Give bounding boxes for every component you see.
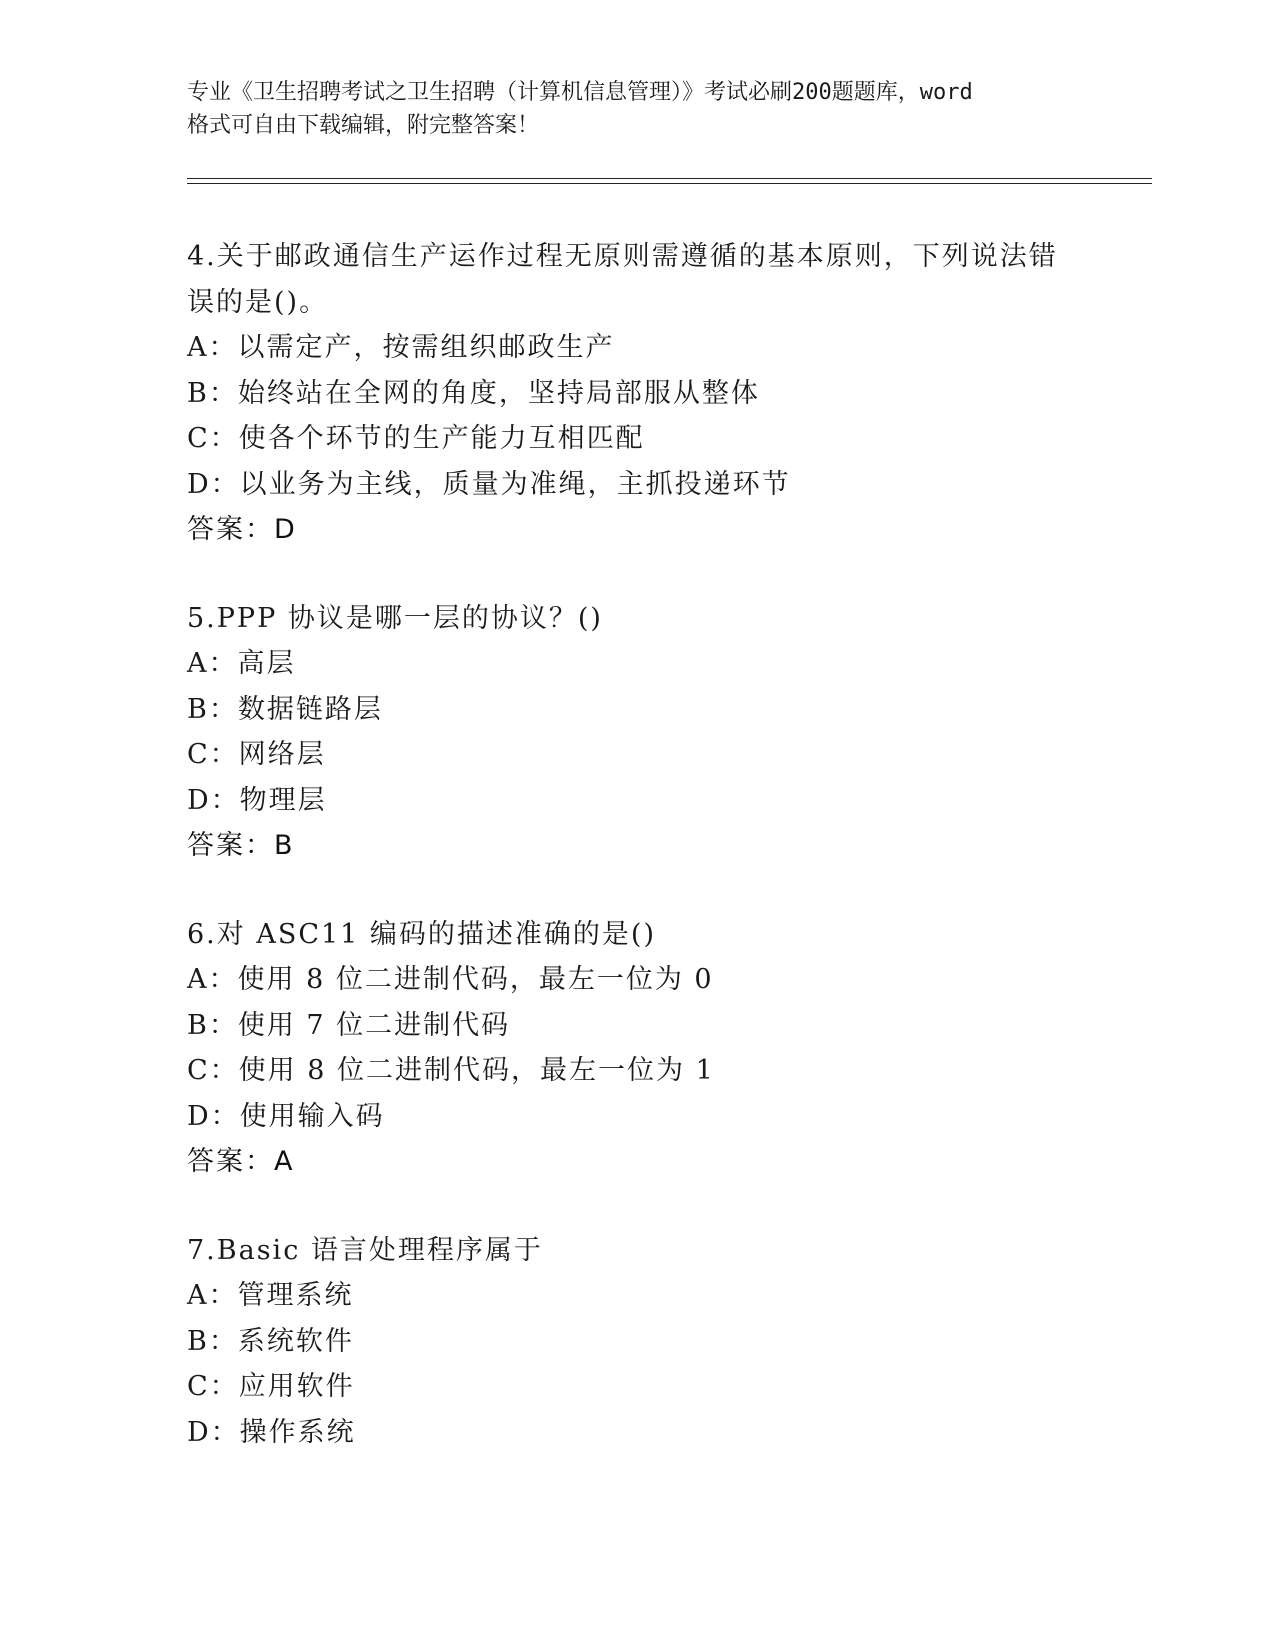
question-list xyxy=(187,234,1087,1455)
question-gap xyxy=(187,869,1087,912)
question-gap xyxy=(187,1185,1087,1228)
option-d: D：操作系统 xyxy=(187,1416,356,1448)
header-divider-top xyxy=(187,178,1152,179)
answer-text: 答案：D xyxy=(187,514,297,545)
question-4 xyxy=(187,234,1087,553)
option-b: B：始终站在全网的角度，坚持局部服从整体 xyxy=(187,377,760,409)
answer-text: 答案：B xyxy=(187,830,295,861)
option-b: B：系统软件 xyxy=(187,1325,354,1357)
question-gap xyxy=(187,553,1087,596)
option-a: A：管理系统 xyxy=(187,1280,354,1311)
question-6 xyxy=(187,912,1087,1185)
document-header xyxy=(187,76,1087,142)
option-c: C：应用软件 xyxy=(187,1371,355,1402)
option-a: A：高层 xyxy=(187,648,296,679)
header-line-2: 格式可自由下载编辑，附完整答案！ xyxy=(187,113,540,138)
option-c: C：网络层 xyxy=(187,739,326,770)
header-divider-bottom xyxy=(187,183,1152,184)
option-c: C：使各个环节的生产能力互相匹配 xyxy=(187,423,645,454)
question-7 xyxy=(187,1228,1087,1456)
option-a: A：使用 8 位二进制代码，最左一位为 0 xyxy=(187,964,714,995)
option-d: D：物理层 xyxy=(187,784,327,816)
question-text: 4.关于邮政通信生产运作过程无原则需遵循的基本原则，下列说法错误的是()。 xyxy=(187,241,1058,318)
answer-text: 答案：A xyxy=(187,1146,295,1177)
option-a: A：以需定产，按需组织邮政生产 xyxy=(187,332,615,363)
option-b: B：使用 7 位二进制代码 xyxy=(187,1009,511,1041)
header-line-1: 专业《卫生招聘考试之卫生招聘（计算机信息管理）》考试必刷200题题库，word xyxy=(187,80,973,105)
option-b: B：数据链路层 xyxy=(187,693,383,725)
option-c: C：使用 8 位二进制代码，最左一位为 1 xyxy=(187,1055,715,1086)
question-text: 6.对 ASC11 编码的描述准确的是() xyxy=(187,918,657,950)
question-5 xyxy=(187,596,1087,869)
question-text: 7.Basic 语言处理程序属于 xyxy=(187,1234,543,1266)
option-d: D：使用输入码 xyxy=(187,1100,385,1132)
question-text: 5.PPP 协议是哪一层的协议？() xyxy=(187,602,603,634)
option-d: D：以业务为主线，质量为准绳，主抓投递环节 xyxy=(187,468,791,500)
